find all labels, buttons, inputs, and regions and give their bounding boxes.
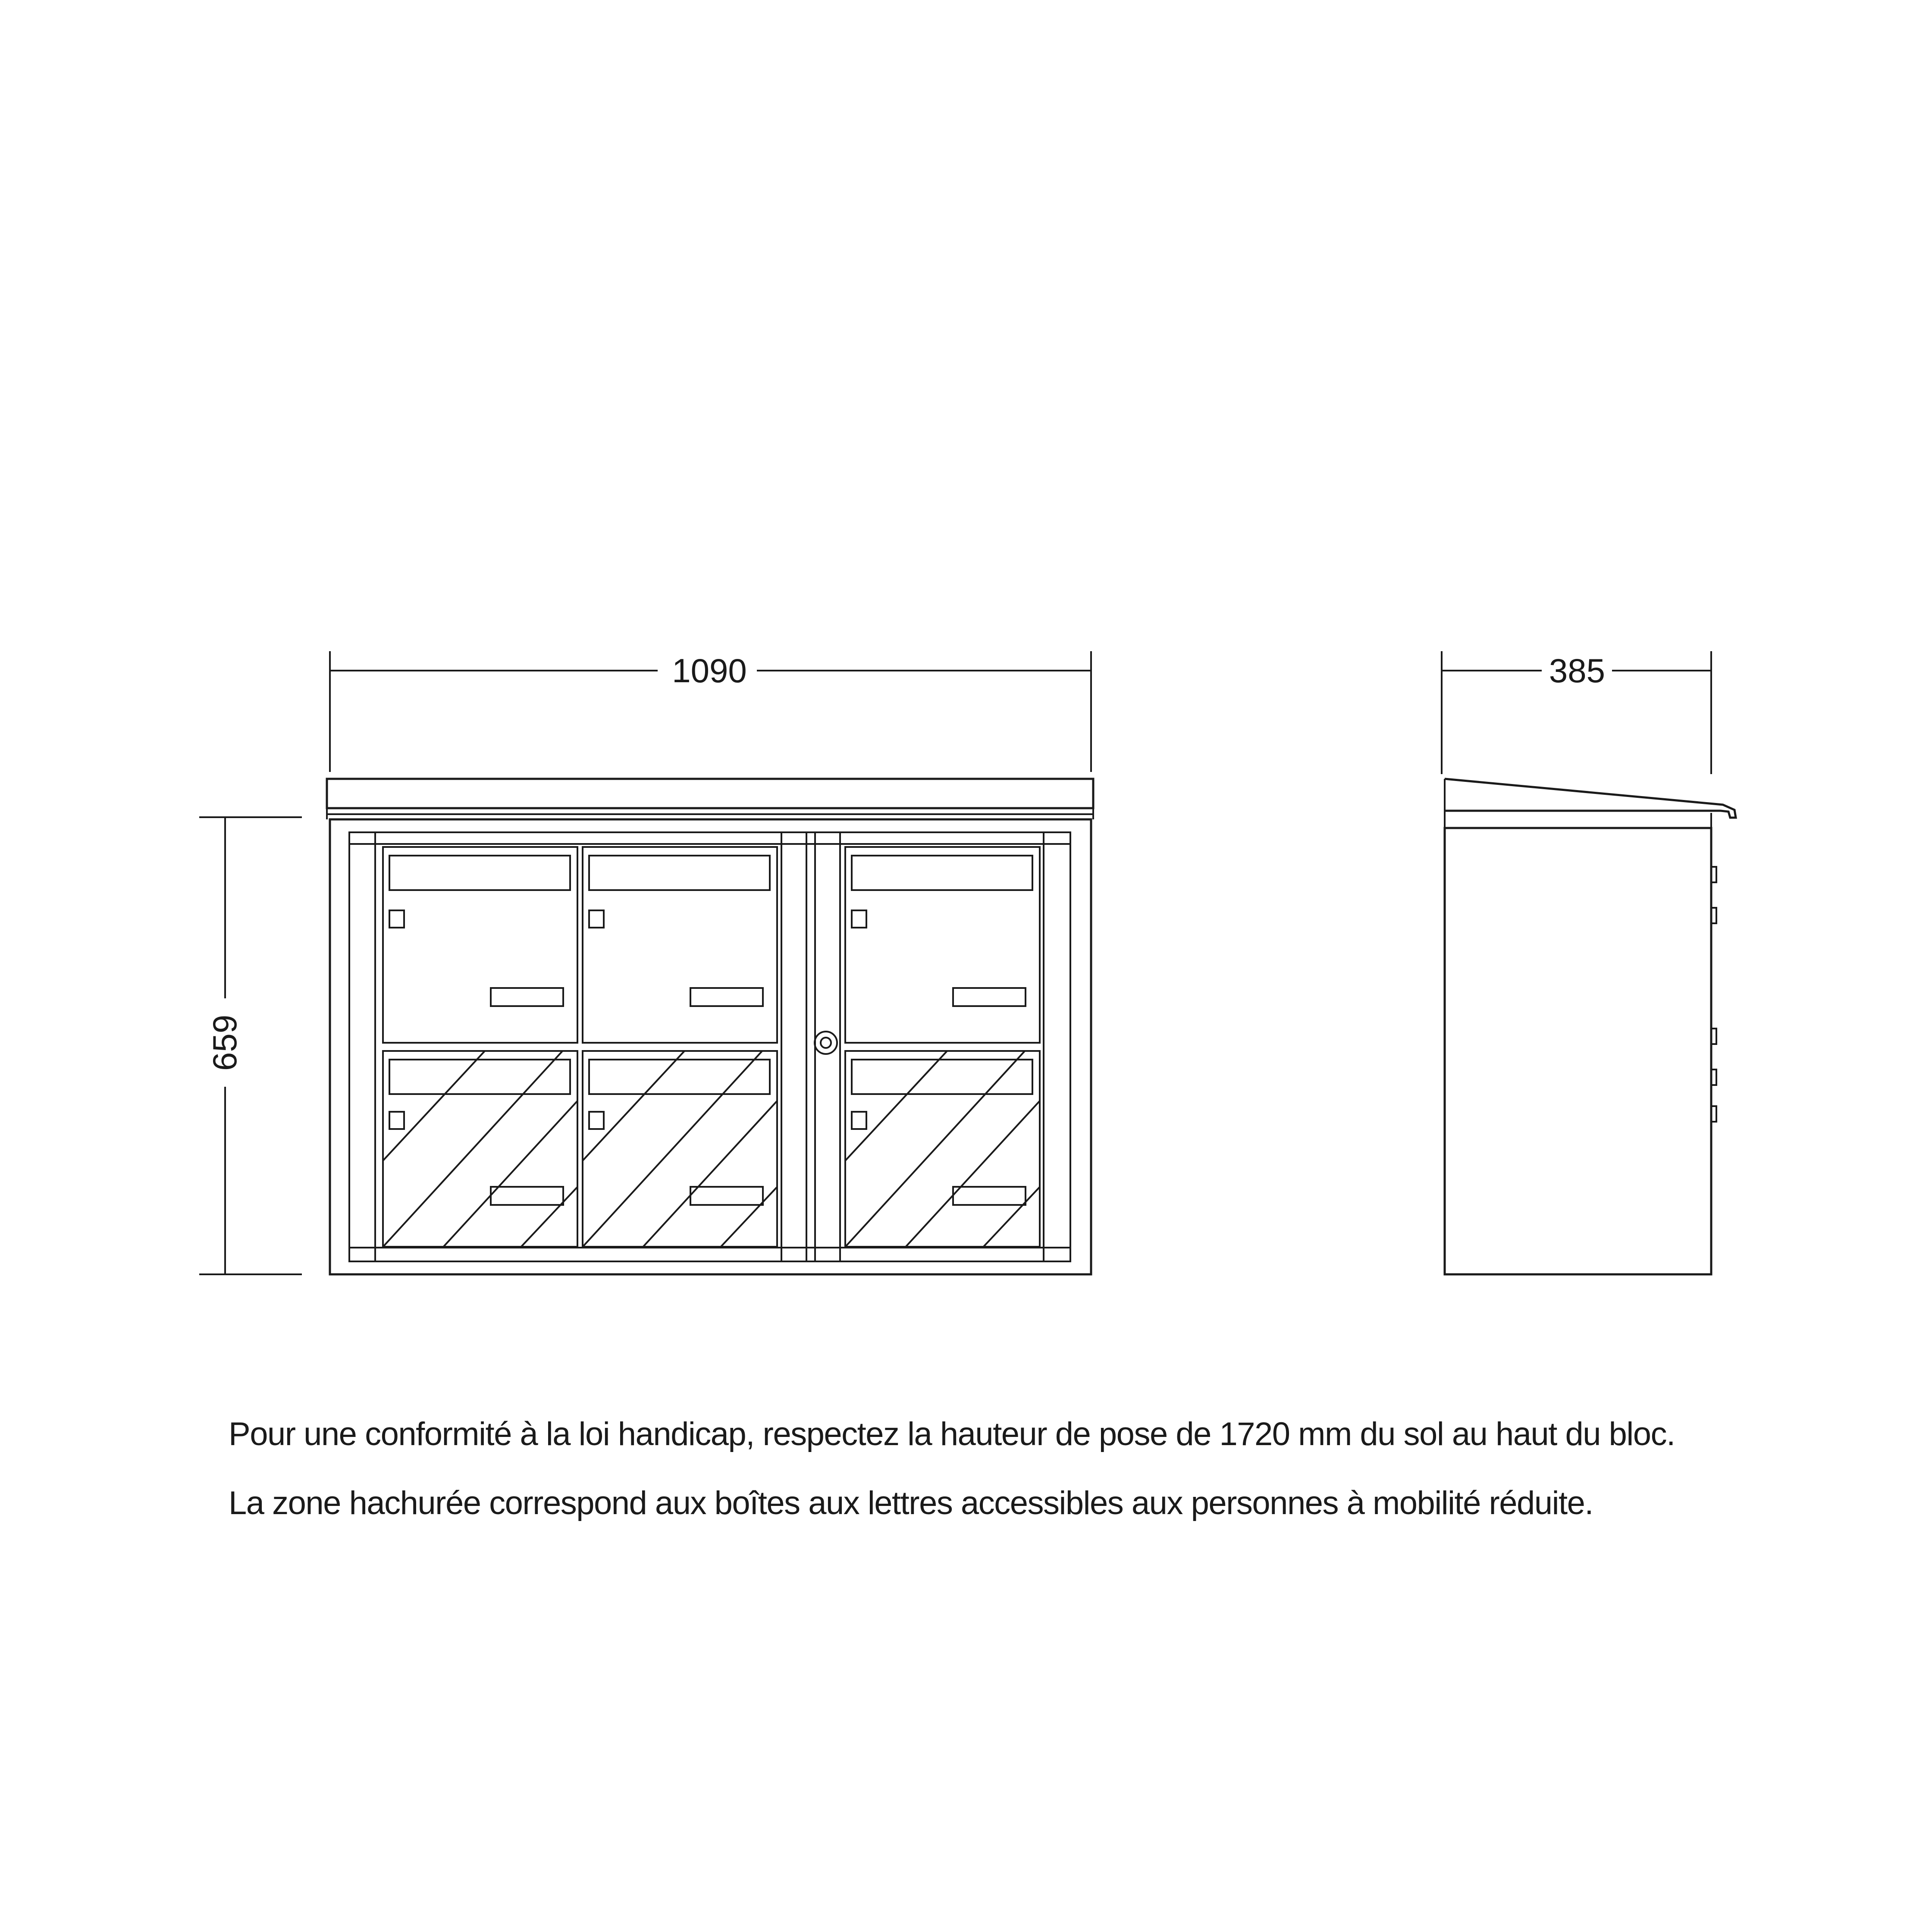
- name-plate: [389, 856, 570, 890]
- lock-icon: [852, 910, 866, 928]
- cabinet-body: [330, 819, 1091, 1274]
- mailbox-top-3[interactable]: [845, 847, 1040, 1043]
- depth-label: 385: [1549, 652, 1606, 690]
- front-view: [327, 779, 1093, 1274]
- name-plate: [852, 856, 1032, 890]
- hatched-zone: [579, 1044, 786, 1251]
- hatched-zone: [842, 1044, 1049, 1251]
- mailbox-bottom-1[interactable]: [380, 1044, 586, 1251]
- lock-icon: [589, 910, 604, 928]
- depth-dimension: [1442, 651, 1711, 774]
- side-view: [1445, 779, 1736, 1274]
- mailbox-top-2[interactable]: [583, 847, 777, 1043]
- note-hatched-zone: La zone hachurée correspond aux boîtes aux lettres accessibles aux personnes à mobilité réduite.: [229, 1485, 1593, 1521]
- mail-slot: [491, 988, 563, 1006]
- mail-slot: [953, 988, 1026, 1006]
- height-dimension: [199, 817, 302, 1274]
- roof: [327, 779, 1093, 808]
- name-plate: [589, 856, 770, 890]
- mailbox-bottom-2[interactable]: [579, 1044, 786, 1251]
- width-label: 1090: [672, 652, 747, 690]
- mailbox-bottom-3[interactable]: [842, 1044, 1049, 1251]
- side-body: [1445, 828, 1711, 1274]
- lock-icon: [389, 910, 404, 928]
- door-lock-icon[interactable]: [815, 1032, 837, 1054]
- height-label: 659: [206, 1014, 244, 1071]
- note-installation-height: Pour une conformité à la loi handicap, respectez la hauteur de pose de 1720 mm du sol au haut du bloc.: [229, 1416, 1675, 1452]
- width-dimension: [330, 651, 1091, 772]
- hatched-zone: [380, 1044, 586, 1251]
- side-roof: [1445, 779, 1736, 818]
- mail-slot: [690, 988, 763, 1006]
- mailbox-top-1[interactable]: [383, 847, 577, 1043]
